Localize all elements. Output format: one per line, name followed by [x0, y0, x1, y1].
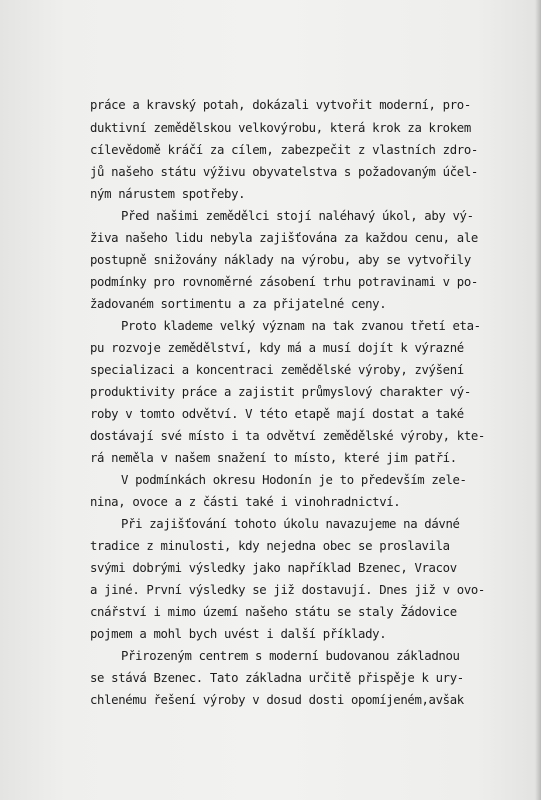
text-line: duktivní zemědělskou velkovýrobu, která krok za krokem	[90, 121, 471, 135]
text-line: cnářství i mimo území našeho státu se staly Žádovice	[90, 605, 457, 619]
text-line: specializaci a koncentraci zemědělské výroby, zvýšení	[90, 363, 464, 377]
text-line: tradice z minulosti, kdy nejedna obec se proslavila	[90, 539, 450, 553]
text-line: Při zajišťování tohoto úkolu navazujeme na dávné	[121, 517, 460, 531]
text-line: pojmem a mohl bych uvést i další příklady.	[90, 627, 387, 641]
text-line: Před našimi zemědělci stojí naléhavý úkol, aby vý-	[121, 209, 474, 223]
text-line: práce a kravský potah, dokázali vytvořit moderní, pro-	[90, 98, 471, 112]
text-line: V podmínkách okresu Hodonín je to především zele-	[121, 473, 467, 487]
text-line: nina, ovoce a z části také i vinohradnictví.	[90, 495, 401, 509]
text-line: živa našeho lidu nebyla zajišťována za každou cenu, ale	[90, 231, 478, 245]
text-line: pu rozvoje zemědělství, kdy má a musí dojít k výrazné	[90, 341, 464, 355]
text-line: roby v tomto odvětví. V této etapě mají dostat a také	[90, 407, 464, 421]
text-line: ným nárustem spotřeby.	[90, 187, 246, 201]
text-line: se stává Bzenec. Tato základna určitě přispěje k ury-	[90, 671, 464, 685]
text-line: dostávají své místo i ta odvětví zemědělské výroby, kte-	[90, 429, 485, 443]
text-line: Proto klademe velký význam na tak zvanou třetí eta-	[121, 319, 481, 333]
text-line: chlenému řešení výroby v dosud dosti opomíjeném,avšak	[90, 693, 464, 707]
text-line: svými dobrými výsledky jako například Bzenec, Vracov	[90, 561, 457, 575]
text-line: rá neměla v našem snažení to místo, které jim patří.	[90, 451, 457, 465]
text-line: a jiné. První výsledky se již dostavují. Dnes již v ovo-	[90, 583, 485, 597]
text-line: jů našeho státu výživu obyvatelstva s požadovaným účel-	[90, 165, 478, 179]
text-line: podmínky pro rovnoměrné zásobení trhu potravinami v po-	[90, 275, 478, 289]
text-line: postupně snižovány náklady na výrobu, aby se vytvořily	[90, 253, 471, 267]
text-line: produktivity práce a zajistit průmyslový charakter vý-	[90, 385, 471, 399]
text-line: žadovaném sortimentu a za přijatelné ceny.	[90, 297, 387, 311]
text-line: cílevědomě kráčí za cílem, zabezpečit z vlastních zdro-	[90, 143, 478, 157]
text-line: Přirozeným centrem s moderní budovanou základnou	[121, 649, 460, 663]
